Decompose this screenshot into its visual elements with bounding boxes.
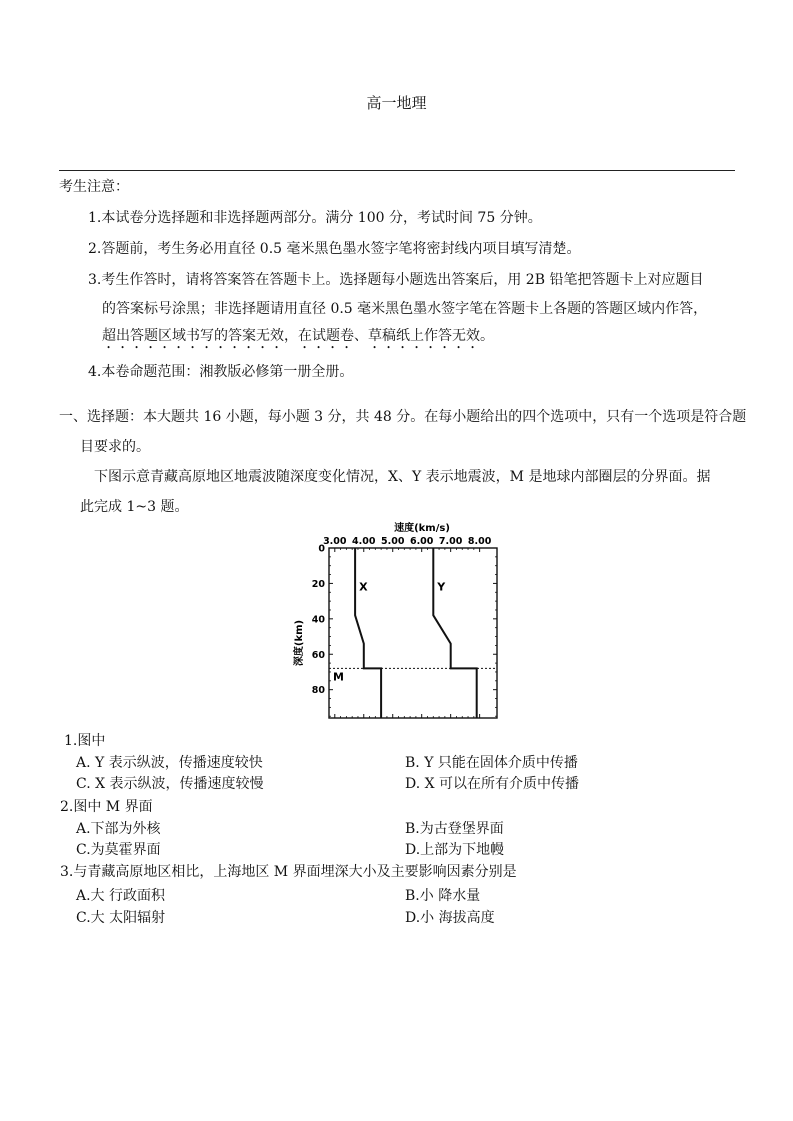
x-tick-label: 3.00 <box>323 536 347 547</box>
x-tick-label: 8.00 <box>467 536 492 547</box>
notice-heading: 考生注意： <box>59 179 129 195</box>
x-tick-label: 5.00 <box>380 536 405 547</box>
notice-item-3-line-2: 的答案标号涂黑；非选择题请用直径 0.5 毫米黑色墨水签字笔在答题卡上各题的答题区域内作答， <box>102 301 708 317</box>
y-tick-label: 20 <box>311 578 325 590</box>
series-group <box>355 548 477 718</box>
series-label-x: X <box>359 580 368 594</box>
m-boundary-label: M <box>333 670 344 684</box>
x-tick-label: 4.00 <box>352 536 376 547</box>
notice-item-1: 1.本试卷分选择题和非选择题两部分。满分 100 分，考试时间 75 分钟。 <box>88 210 542 226</box>
intro-line-2: 此完成 1~3 题。 <box>80 499 189 515</box>
question-2-option-d: D.上部为下地幔 <box>405 842 505 858</box>
question-2-option-c: C.为莫霍界面 <box>76 842 161 858</box>
x-tick-label: 7.00 <box>438 536 463 547</box>
y-tick-label: 80 <box>311 685 325 697</box>
notice-item-3-line-3 <box>102 325 494 352</box>
notice-item-2: 2.答题前，考生务必用直径 0.5 毫米黑色墨水签字笔将密封线内项目填写清楚。 <box>88 241 581 257</box>
seismic-wave-chart <box>290 516 510 724</box>
series-line-x <box>355 548 381 718</box>
x-tick-label: 6.00 <box>409 536 434 547</box>
intro-line-1: 下图示意青藏高原地区地震波随深度变化情况，X、Y 表示地震波，M 是地球内部圈层的分界面。据 <box>94 469 711 485</box>
emphasis-text: 在试题卷、草稿纸上作答无效 <box>298 328 480 344</box>
y-tick-label: 40 <box>311 614 325 626</box>
question-1-option-c: C. X 表示纵波，传播速度较慢 <box>76 776 264 792</box>
y-axis <box>312 544 497 717</box>
question-3-option-d: D.小 海拔高度 <box>405 910 495 926</box>
question-2-option-b: B.为古登堡界面 <box>405 821 504 837</box>
comma: ， <box>284 328 298 344</box>
emphasis-text: 超出答题区域书写的答案无效 <box>102 328 284 344</box>
header-divider <box>59 170 735 171</box>
notice-item-4: 4.本卷命题范围：湘教版必修第一册全册。 <box>88 364 354 380</box>
question-1-option-d: D. X 可以在所有介质中传播 <box>405 776 580 792</box>
question-2-stem: 2.图中 M 界面 <box>60 799 153 815</box>
question-3-option-c: C.大 太阳辐射 <box>76 910 166 926</box>
notice-item-3-line-1: 3.考生作答时，请将答案答在答题卡上。选择题每小题选出答案后，用 2B 铅笔把答题卡上对应题目 <box>88 272 704 288</box>
question-1-option-b: B. Y 只能在固体介质中传播 <box>405 755 578 771</box>
section-heading-line-2: 目要求的。 <box>80 439 150 455</box>
question-1-option-a: A. Y 表示纵波，传播速度较快 <box>76 755 263 771</box>
y-tick-label: 0 <box>318 543 325 555</box>
question-3-option-b: B.小 降水量 <box>405 888 481 904</box>
y-tick-label: 60 <box>311 649 325 661</box>
series-line-y <box>433 548 476 718</box>
series-label-y: Y <box>437 580 446 594</box>
section-heading-line-1: 一、选择题：本大题共 16 小题，每小题 3 分，共 48 分。在每小题给出的四个选项中，只有一个选项是符合题 <box>59 409 747 425</box>
question-1-stem: 1.图中 <box>64 733 106 749</box>
period: 。 <box>480 328 494 344</box>
question-3-stem: 3.与青藏高原地区相比，上海地区 M 界面埋深大小及主要影响因素分别是 <box>60 864 517 880</box>
question-3-option-a: A.大 行政面积 <box>76 888 166 904</box>
y-axis-label: 深度(km) <box>294 619 305 667</box>
x-axis <box>323 536 492 718</box>
chart-title: 速度(km/s) <box>394 523 450 534</box>
question-2-option-a: A.下部为外核 <box>76 821 161 837</box>
page-title: 高一地理 <box>366 94 427 112</box>
